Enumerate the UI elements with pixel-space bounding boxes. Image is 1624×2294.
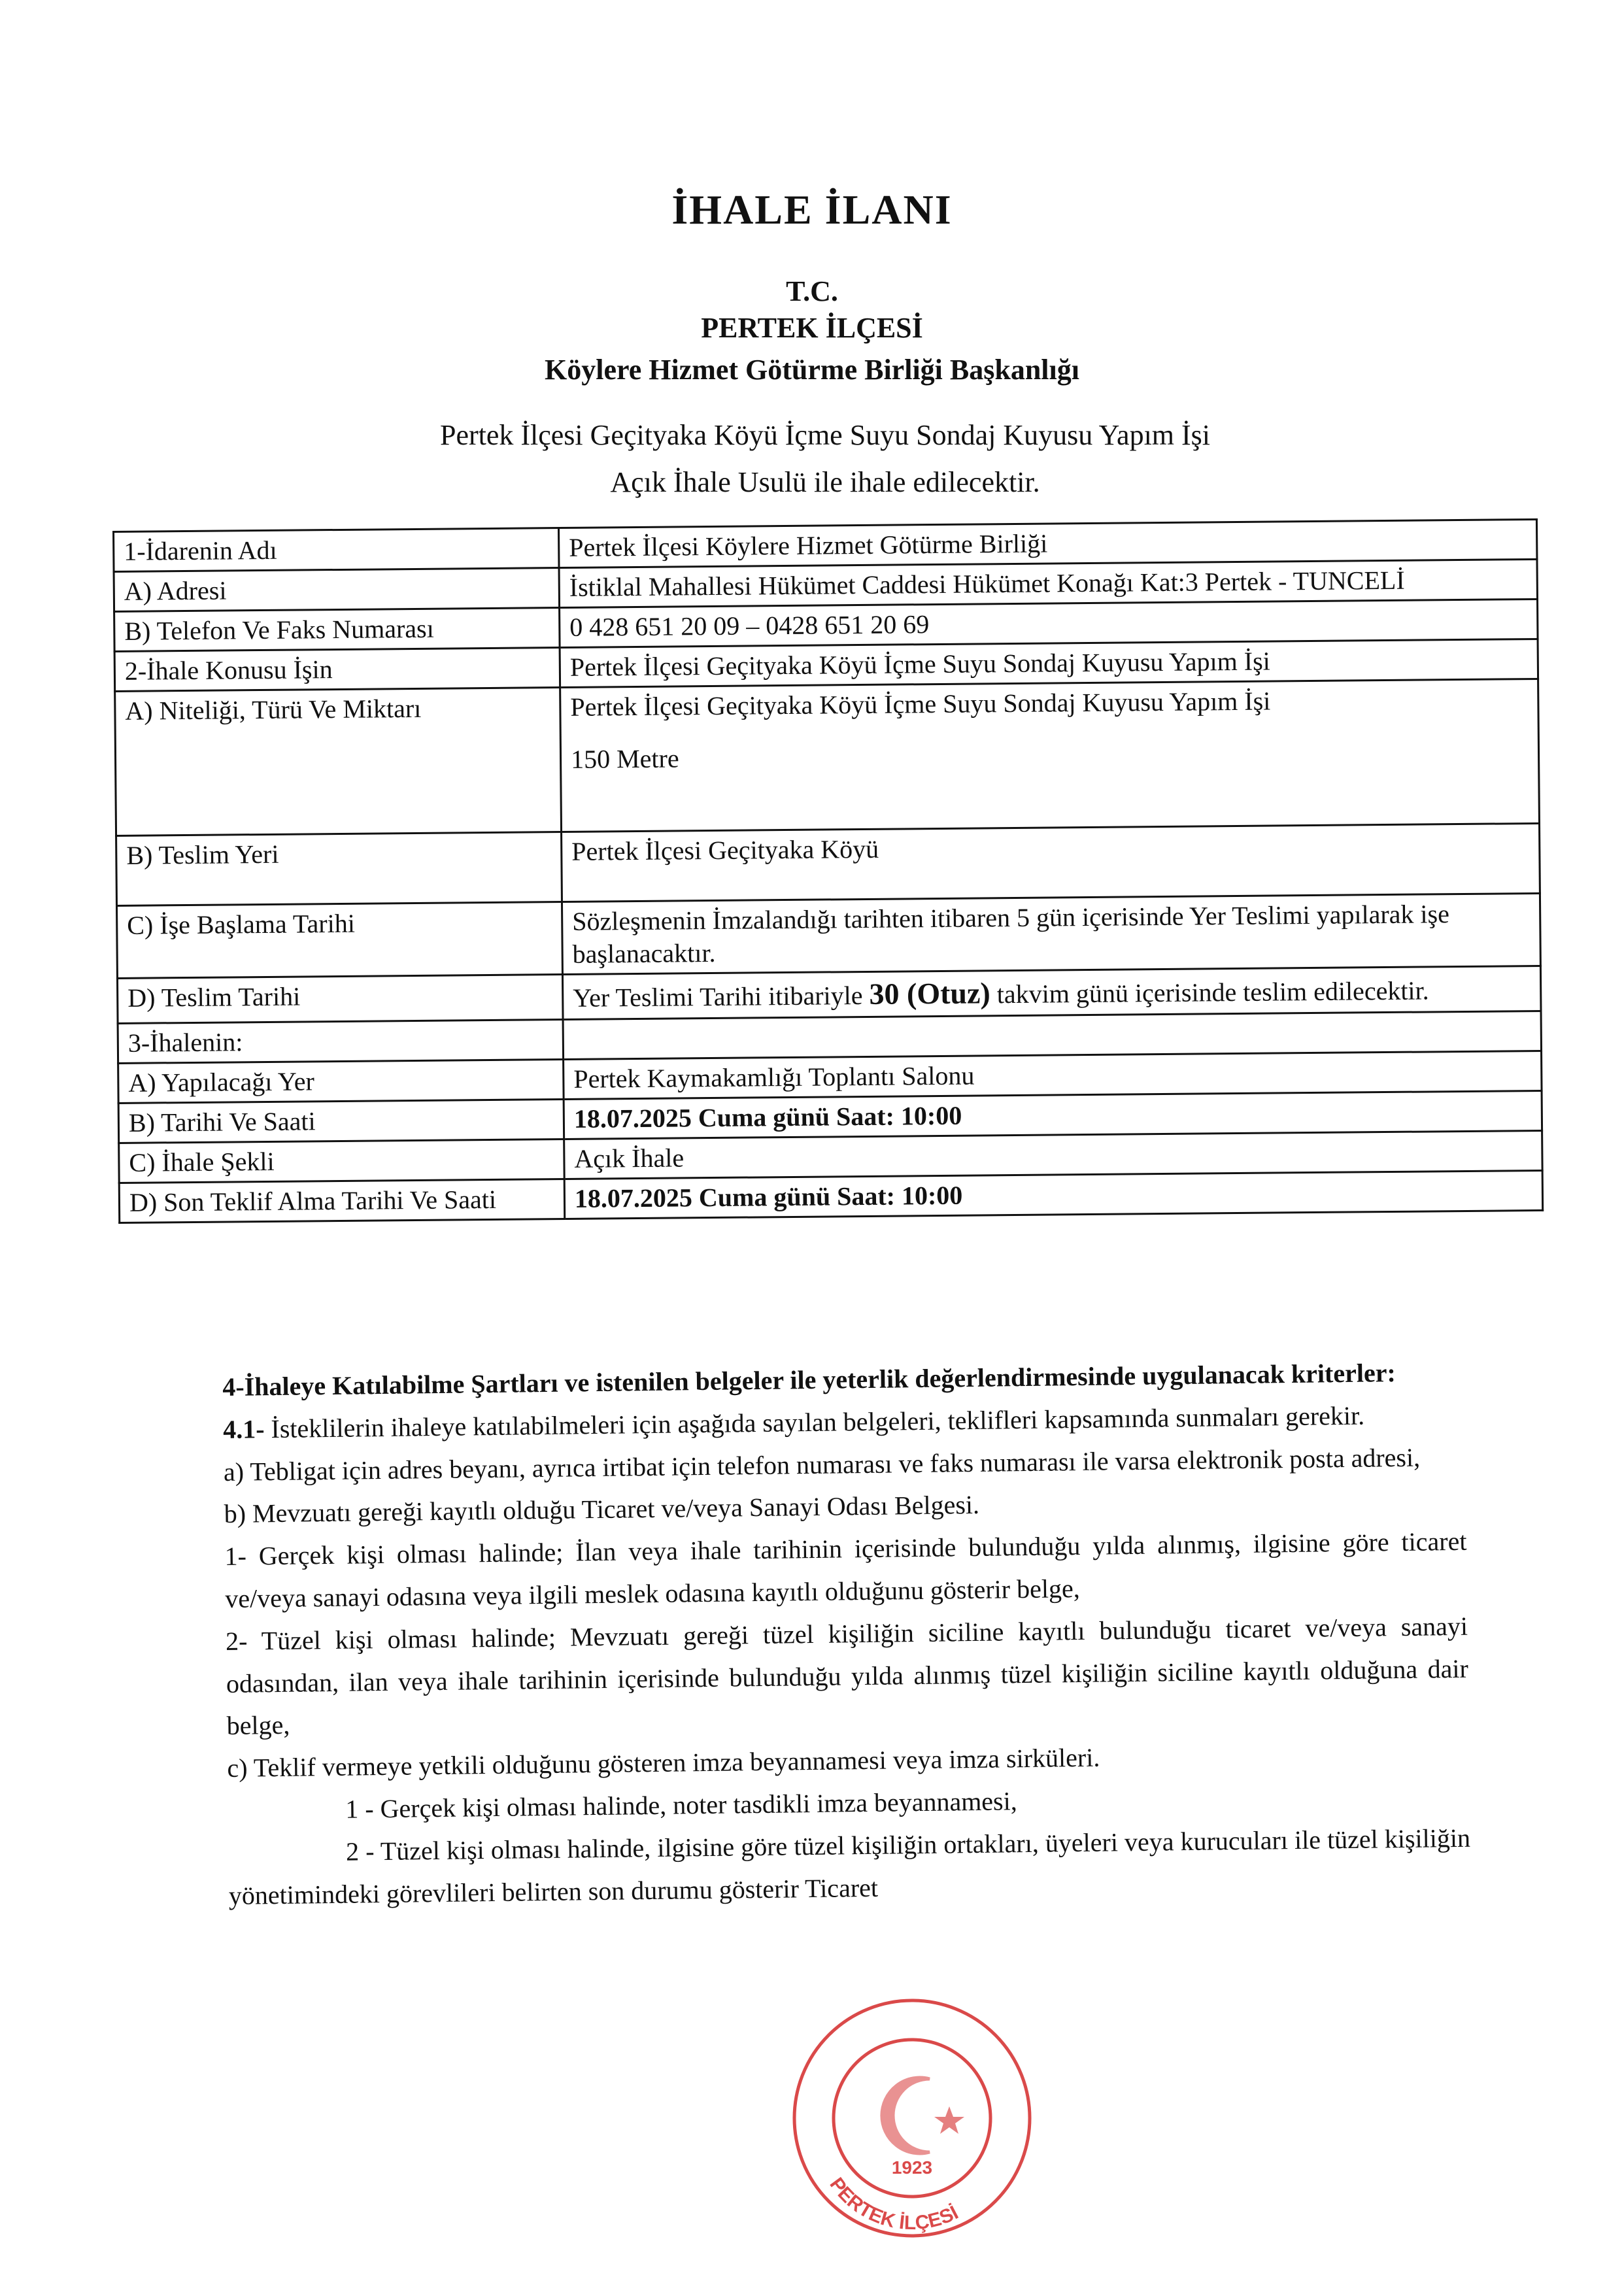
address-value: İstiklal Mahallesi Hükümet Caddesi Hükümet Konağı Kat:3 Pertek - TUNCELİ <box>559 559 1537 607</box>
delivery-date-label: D) Teslim Tarihi <box>117 975 563 1023</box>
table-row <box>116 823 1540 905</box>
table-row <box>115 679 1540 835</box>
item-a: a) Tebligat için adres beyanı, ayrıca irtibat için telefon numarası ve faks numarası ile varsa elektronik posta adresi, <box>223 1442 1421 1487</box>
issuer-union: Köylere Hizmet Götürme Birliği Başkanlığı <box>545 354 1079 386</box>
page-title: İHALE İLANI <box>671 186 953 233</box>
section-1-value: Pertek İlçesi Köylere Hizmet Götürme Birliği <box>558 519 1536 567</box>
table-row <box>117 893 1541 978</box>
paragraph-4-1-text: İsteklilerin ihaleye katılabilmeleri için aşağıda sayılan belgeleri, teklifleri kapsamında sunmaları gerekir. <box>264 1400 1365 1444</box>
seal-year: 1923 <box>891 2157 933 2178</box>
tender-place-value: Pertek Kaymakamlığı Toplantı Salonu <box>564 1051 1542 1099</box>
tender-type-value: Açık İhale <box>564 1130 1542 1179</box>
tender-type-label: C) İhale Şekli <box>119 1139 565 1183</box>
tender-datetime-value: 18.07.2025 Cuma günü Saat: 10:00 <box>564 1090 1542 1139</box>
intro-line-1: Pertek İlçesi Geçityaka Köyü İçme Suyu Sondaj Kuyusu Yapım İşi <box>439 419 1211 451</box>
delivery-date-pre: Yer Teslimi Tarihi itibariyle <box>573 980 870 1013</box>
nature-value <box>560 679 1540 832</box>
phone-label: B) Telefon Ve Faks Numarası <box>114 608 560 652</box>
start-date-value: Sözleşmenin İmzalandığı tarihten itibaren 5 gün içerisinde Yer Teslimi yapılarak işe başlanacaktır. <box>562 893 1540 974</box>
issuer-district: PERTEK İLÇESİ <box>701 312 923 344</box>
official-seal <box>758 1981 1066 2255</box>
item-b: b) Mevzuatı gereği kayıtlı olduğu Ticaret ve/veya Sanayi Odası Belgesi. <box>224 1490 980 1529</box>
tender-info-table <box>112 518 1544 1223</box>
conditions-section <box>222 1351 1471 1917</box>
paragraph-4-1-number: 4.1- <box>222 1414 265 1444</box>
phone-value: 0 428 651 20 09 – 0428 651 20 69 <box>560 599 1538 647</box>
item-b-1: 1- Gerçek kişi olması halinde; İlan veya ihale tarihinin içerisinde bulunduğu yılda alınmış, ilgisine göre ticaret ve/veya sanayi odasına veya ilgili meslek odasına kayıtlı olduğunu gösterir belge, <box>224 1526 1467 1613</box>
seal-ring-text: PERTEK İLÇESİ <box>825 2174 962 2235</box>
tender-place-label: A) Yapılacağı Yer <box>118 1059 564 1103</box>
delivery-date-value <box>562 966 1541 1019</box>
item-c-1: 1 - Gerçek kişi olması halinde, noter tasdikli imza beyannamesi, <box>345 1786 1017 1824</box>
star-icon <box>934 2106 964 2134</box>
section-2-value: Pertek İlçesi Geçityaka Köyü İçme Suyu Sondaj Kuyusu Yapım İşi <box>560 639 1538 687</box>
section-2-label: 2-İhale Konusu İşin <box>114 648 560 692</box>
item-c-2 <box>228 1817 1471 1917</box>
delivery-place-label: B) Teslim Yeri <box>116 832 562 906</box>
start-date-label: C) İşe Başlama Tarihi <box>117 902 563 979</box>
nature-label: A) Niteliği, Türü Ve Miktarı <box>115 688 562 836</box>
nature-value-line-2: 150 Metre <box>570 743 679 774</box>
last-offer-value: 18.07.2025 Cuma günü Saat: 10:00 <box>564 1170 1542 1219</box>
nature-value-line-1: Pertek İlçesi Geçityaka Köyü İçme Suyu Sondaj Kuyusu Yapım İşi <box>570 686 1271 722</box>
delivery-date-post: takvim günü içerisinde teslim edilecektir. <box>990 975 1429 1009</box>
item-c-2-text: 2 - Tüzel kişi olması halinde, ilgisine göre tüzel kişiliğin ortakları, üyeleri veya kurucuları ile tüzel kişiliğin yönetimindeki görevlileri belirten son durumu gösterir Ticaret <box>228 1823 1471 1910</box>
delivery-place-value: Pertek İlçesi Geçityaka Köyü <box>562 823 1540 902</box>
section-3-label: 3-İhalenin: <box>118 1019 564 1063</box>
last-offer-label: D) Son Teklif Alma Tarihi Ve Saati <box>119 1179 565 1223</box>
item-b-2: 2- Tüzel kişi olması halinde; Mevzuatı gereği tüzel kişiliğin siciline kayıtlı bulunduğu ticaret ve/veya sanayi odasından, ilan veya ihale tarihinin içerisinde bulunduğu yılda alınmış tüzel kişiliğin siciline kayıtlı olduğuna dair belge, <box>225 1611 1469 1741</box>
issuer-tc: T.C. <box>786 275 838 307</box>
delivery-date-days: 30 (Otuz) <box>869 976 990 1011</box>
address-label: A) Adresi <box>114 568 560 612</box>
conditions-heading: 4-İhaleye Katılabilme Şartları ve istenilen belgeler ile yeterlik değerlendirmesinde uygulanacak kriterler: <box>222 1358 1396 1402</box>
seal-outer-ring <box>794 2000 1030 2236</box>
intro-line-2: Açık İhale Usulü ile ihale edilecektir. <box>610 466 1040 498</box>
item-c: c) Teklif vermeye yetkili olduğunu gösteren imza beyannamesi veya imza sirküleri. <box>227 1742 1100 1783</box>
section-1-label: 1-İdarenin Adı <box>114 528 560 572</box>
tender-datetime-label: B) Tarihi Ve Saati <box>118 1099 564 1143</box>
crescent-icon <box>882 2078 930 2153</box>
